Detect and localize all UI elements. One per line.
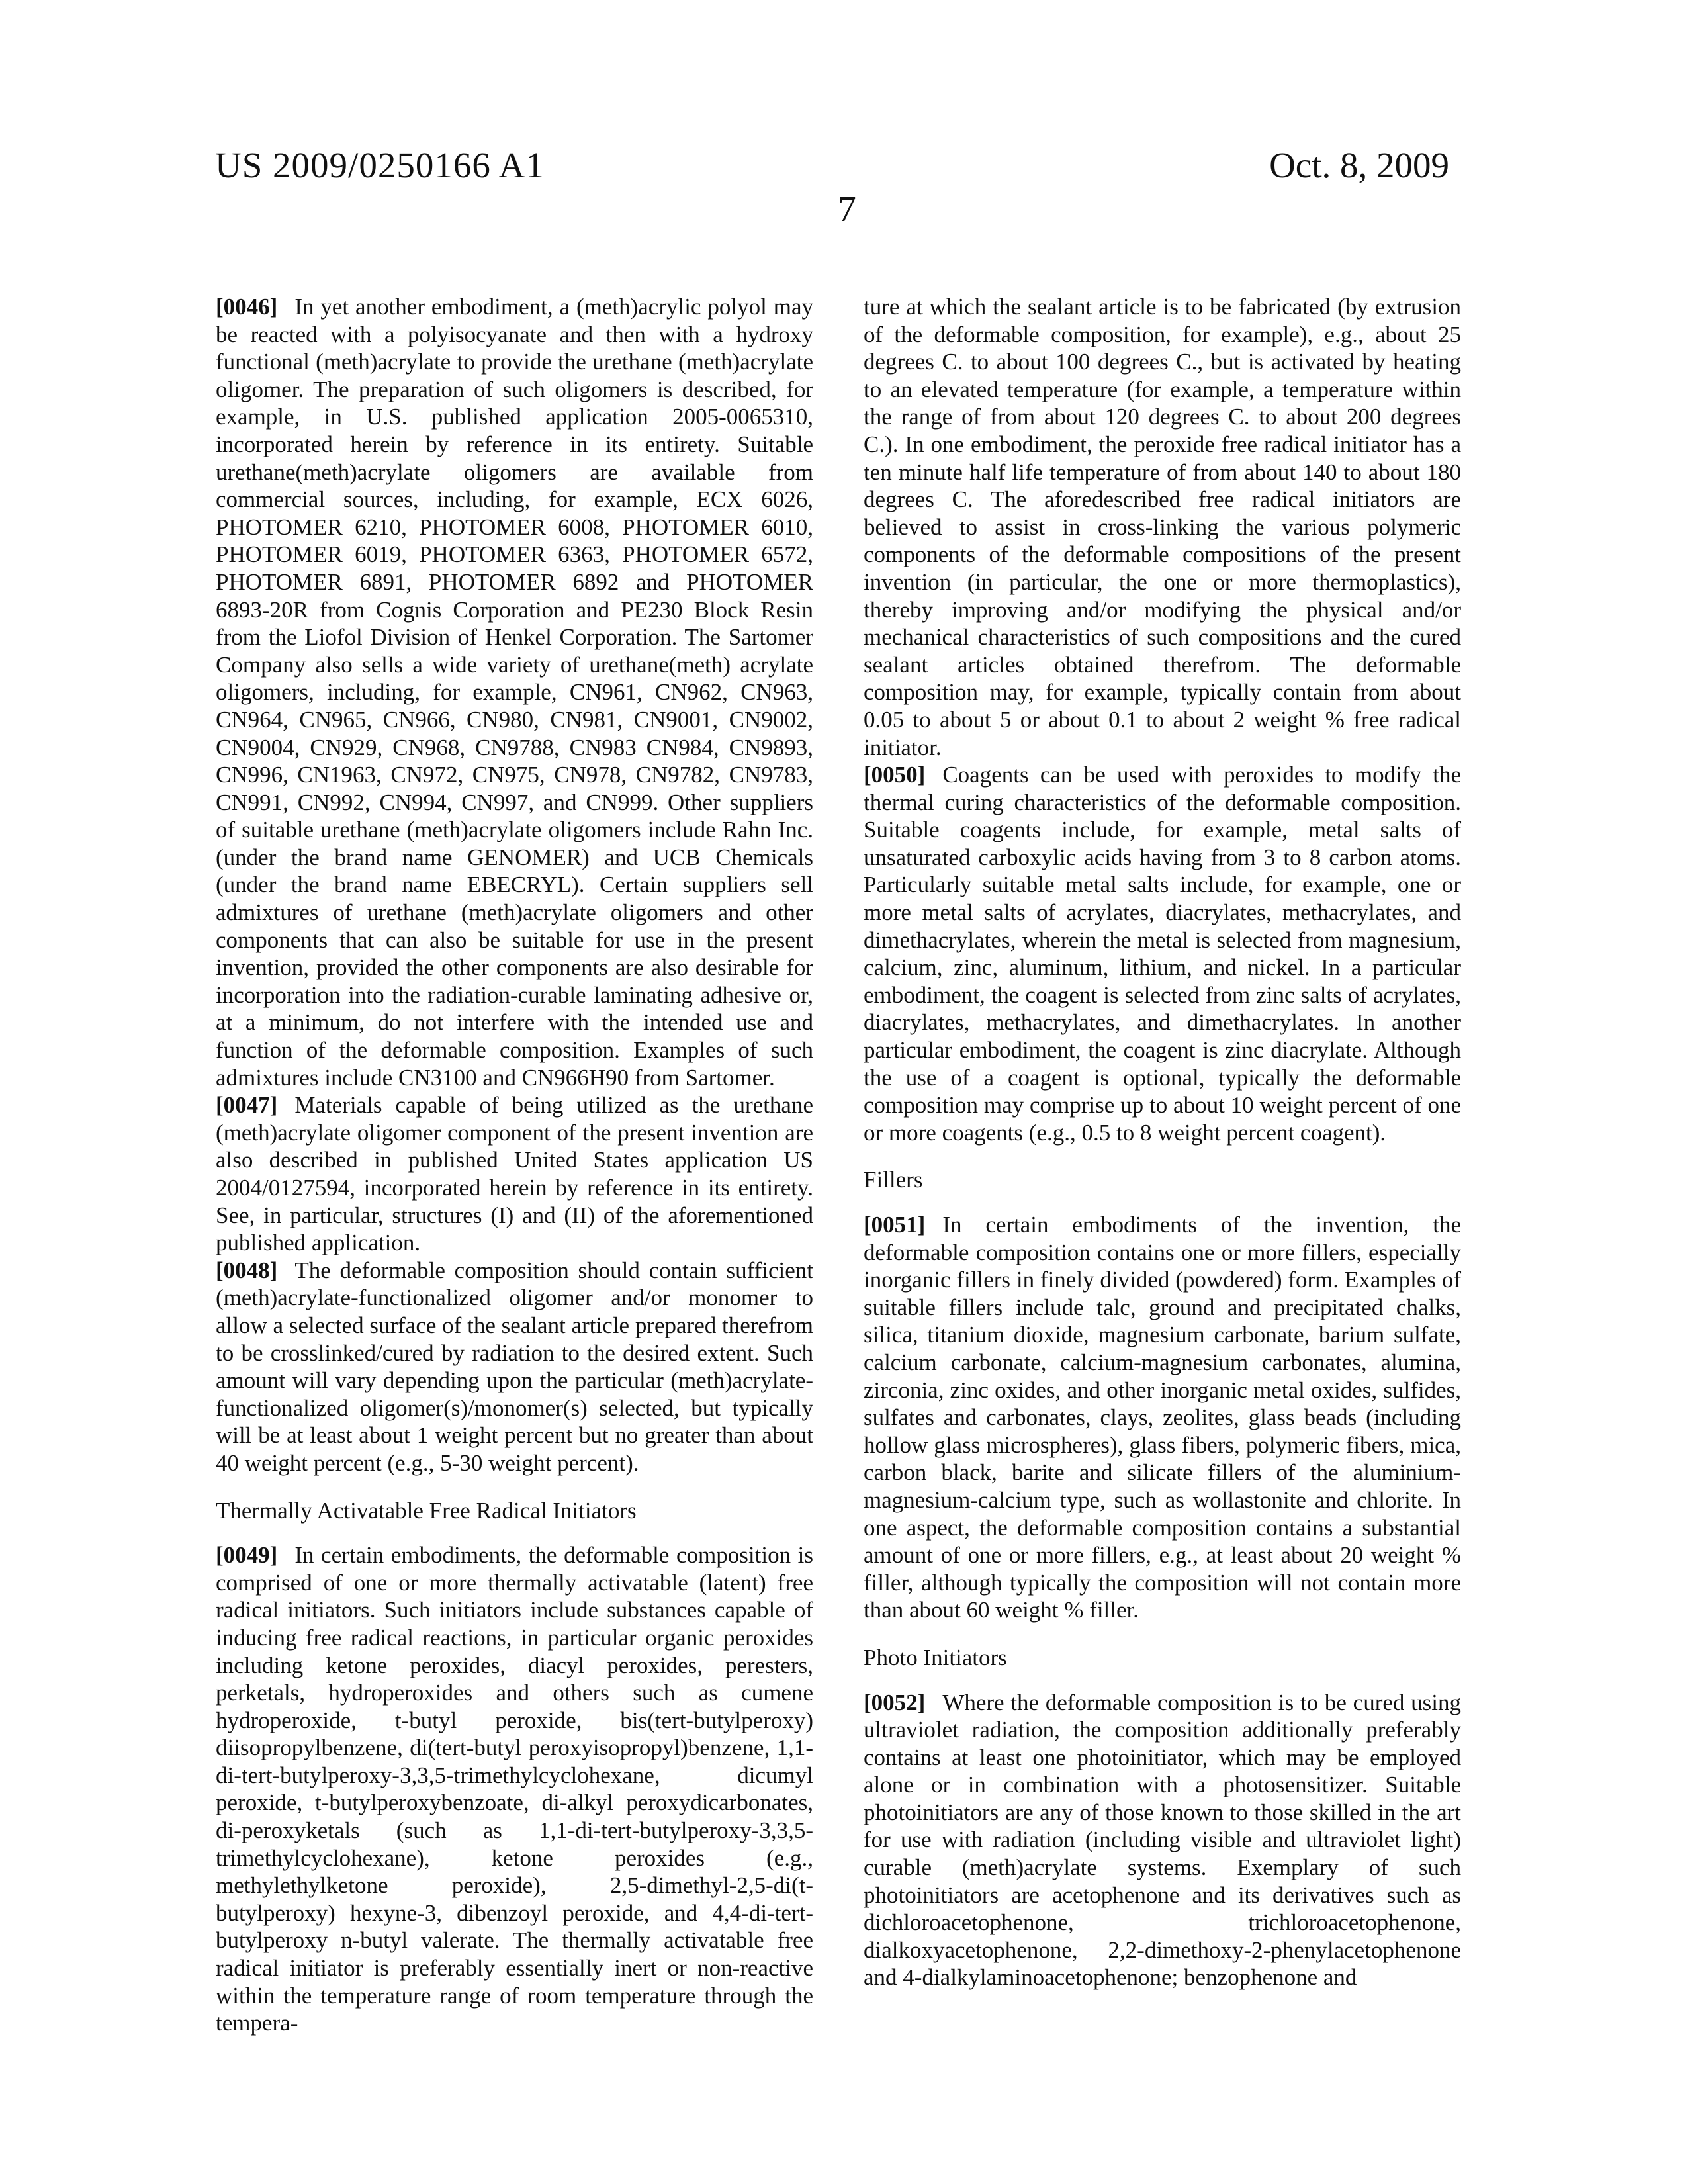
paragraph-0051 bbox=[864, 1211, 1461, 1624]
paragraph-text: In yet another embodiment, a (meth)acrylic polyol may be reacted with a polyisocyanate and then with a hydroxy functional (meth)acrylate to provide the urethane (meth)acrylate oligomer. The preparation of such oligomers is described, for example, in U.S. published application 2005-0065310, incorporated herein by reference in its entirety. Suitable urethane(meth)acrylate oligomers are available from commercial sources, including, for example, ECX 6026, PHOTOMER 6210, PHOTOMER 6008, PHOTOMER 6010, PHOTOMER 6019, PHOTOMER 6363, PHOTOMER 6572, PHOTOMER 6891, PHOTOMER 6892 and PHOTOMER 6893-20R from Cognis Corporation and PE230 Block Resin from the Liofol Division of Henkel Corporation. The Sartomer Company also sells a wide variety of urethane(meth) acrylate oligomers, including, for example, CN961, CN962, CN963, CN964, CN965, CN966, CN980, CN981, CN9001, CN9002, CN9004, CN929, CN968, CN9788, CN983 CN984, CN9893, CN996, CN1963, CN972, CN975, CN978, CN9782, CN9783, CN991, CN992, CN994, CN997, and CN999. Other suppliers of suitable urethane (meth)acrylate oligomers include Rahn Inc. (under the brand name GENOMER) and UCB Chemicals (under the brand name EBECRYL). Certain suppliers sell admixtures of urethane (meth)acrylate oligomers and other components that can also be suitable for use in the present invention, provided the other components are also desirable for incorporation into the radiation-curable laminating adhesive or, at a minimum, do not interfere with the intended use and function of the deformable composition. Examples of such admixtures include CN3100 and CN966H90 from Sartomer. bbox=[216, 294, 813, 1091]
paragraph-0049-continued: ture at which the sealant article is to be fabricated (by extrusion of the deformable composition, for example), e.g., about 25 degrees C. to about 100 degrees C., but is activated by heating to an elevated temperature (for example, a temperature within the range of from about 120 degrees C. to about 200 degrees C.). In one embodiment, the peroxide free radical initiator has a ten minute half life temperature of from about 140 to about 180 degrees C. The aforedescribed free radical initiators are believed to assist in cross-linking the various polymeric components of the deformable compositions of the present invention (in particular, the one or more thermoplastics), thereby improving and/or modifying the physical and/or mechanical characteristics of such compositions and the cured sealant articles obtained therefrom. The deformable composition may, for example, typically contain from about 0.05 to about 5 or about 0.1 to about 2 weight % free radical initiator. bbox=[864, 293, 1461, 761]
section-heading-photo-initiators: Photo Initiators bbox=[864, 1644, 1461, 1672]
paragraph-text: Materials capable of being utilized as the urethane (meth)acrylate oligomer component of the present invention are also described in published United States application US 2004/0127594, incorporated herein by reference in its entirety. See, in particular, structures (I) and (II) of the aforementioned published application. bbox=[216, 1092, 813, 1255]
paragraph-id: [0050] bbox=[864, 762, 925, 788]
right-column bbox=[864, 293, 1461, 1991]
paragraph-0049 bbox=[216, 1541, 813, 2037]
paragraph-0050 bbox=[864, 761, 1461, 1146]
page-number: 7 bbox=[0, 188, 1694, 230]
paragraph-id: [0048] bbox=[216, 1257, 277, 1283]
paragraph-0048 bbox=[216, 1257, 813, 1477]
publication-date: Oct. 8, 2009 bbox=[1269, 144, 1449, 186]
paragraph-id: [0049] bbox=[216, 1542, 277, 1568]
paragraph-id: [0051] bbox=[864, 1212, 925, 1238]
paragraph-text: Coagents can be used with peroxides to modify the thermal curing characteristics of the deformable composition. Suitable coagents include, for example, metal salts of unsaturated carboxylic acids having from 3 to 8 carbon atoms. Particularly suitable metal salts include, for example, one or more metal salts of acrylates, diacrylates, methacrylates, and dimethacrylates, wherein the metal is selected from magnesium, calcium, zinc, aluminum, lithium, and nickel. In a particular embodiment, the coagent is selected from zinc salts of acrylates, diacrylates, methacrylates, and dimethacrylates. In another particular embodiment, the coagent is zinc diacrylate. Although the use of a coagent is optional, typically the deformable composition may comprise up to about 10 weight percent of one or more coagents (e.g., 0.5 to 8 weight percent coagent). bbox=[864, 762, 1461, 1146]
paragraph-text: In certain embodiments, the deformable composition is comprised of one or more thermally activatable (latent) free radical initiators. Such initiators include substances capable of inducing free radical reactions, in particular organic peroxides including ketone peroxides, diacyl peroxides, peresters, perketals, hydroperoxides and others such as cumene hydroperoxide, t-butyl peroxide, bis(tert-butylperoxy) diisopropylbenzene, di(tert-butyl peroxyisopropyl)benzene, 1,1-di-tert-butylperoxy-3,3,5-trimethylcyclohexane, dicumyl peroxide, t-butylperoxybenzoate, di-alkyl peroxydicarbonates, di-peroxyketals (such as 1,1-di-tert-butylperoxy-3,3,5-trimethylcyclohexane), ketone peroxides (e.g., methylethylketone peroxide), 2,5-dimethyl-2,5-di(t-butylperoxy) hexyne-3, dibenzoyl peroxide, and 4,4-di-tert-butylperoxy n-butyl valerate. The thermally activatable free radical initiator is preferably essentially inert or non-reactive within the temperature range of room temperature through the tempera- bbox=[216, 1542, 813, 2036]
paragraph-0046 bbox=[216, 293, 813, 1091]
paragraph-0047 bbox=[216, 1091, 813, 1257]
paragraph-text: The deformable composition should contain sufficient (meth)acrylate-functionalized oligomer and/or monomer to allow a selected surface of the sealant article prepared therefrom to be crosslinked/cured by radiation to the desired extent. Such amount will vary depending upon the particular (meth)acrylate-functionalized oligomer(s)/monomer(s) selected, but typically will be at least about 1 weight percent but no greater than about 40 weight percent (e.g., 5-30 weight percent). bbox=[216, 1257, 813, 1476]
paragraph-text: Where the deformable composition is to be cured using ultraviolet radiation, the composition additionally preferably contains at least one photoinitiator, which may be employed alone or in combination with a photosensitizer. Suitable photoinitiators are any of those known to those skilled in the art for use with radiation (including visible and ultraviolet light) curable (meth)acrylate systems. Exemplary of such photoinitiators are acetophenone and its derivatives such as dichloroacetophenone, trichloroacetophenone, dialkoxyacetophenone, 2,2-dimethoxy-2-phenylacetophenone and 4-dialkylaminoacetophenone; benzophenone and bbox=[864, 1690, 1461, 1991]
publication-number: US 2009/0250166 A1 bbox=[215, 144, 545, 186]
paragraph-id: [0052] bbox=[864, 1690, 925, 1715]
paragraph-0052 bbox=[864, 1689, 1461, 1992]
section-heading-initiators: Thermally Activatable Free Radical Initiators bbox=[216, 1497, 813, 1525]
paragraph-id: [0047] bbox=[216, 1092, 277, 1118]
left-column bbox=[216, 293, 813, 2037]
paragraph-id: [0046] bbox=[216, 294, 277, 320]
section-heading-fillers: Fillers bbox=[864, 1166, 1461, 1194]
paragraph-text: In certain embodiments of the invention, the deformable composition contains one or more fillers, especially inorganic fillers in finely divided (powdered) form. Examples of suitable fillers include talc, ground and precipitated chalks, silica, titanium dioxide, magnesium carbonate, barium sulfate, calcium carbonate, calcium-magnesium carbonates, alumina, zirconia, zinc oxides, and other inorganic metal oxides, sulfides, sulfates and carbonates, clays, zeolites, glass beads (including hollow glass microspheres), glass fibers, polymeric fibers, mica, carbon black, barite and silicate fillers of the aluminium-magnesium-calcium type, such as wollastonite and chlorite. In one aspect, the deformable composition contains a substantial amount of one or more fillers, e.g., at least about 20 weight % filler, although typically the composition will not contain more than about 60 weight % filler. bbox=[864, 1212, 1461, 1623]
